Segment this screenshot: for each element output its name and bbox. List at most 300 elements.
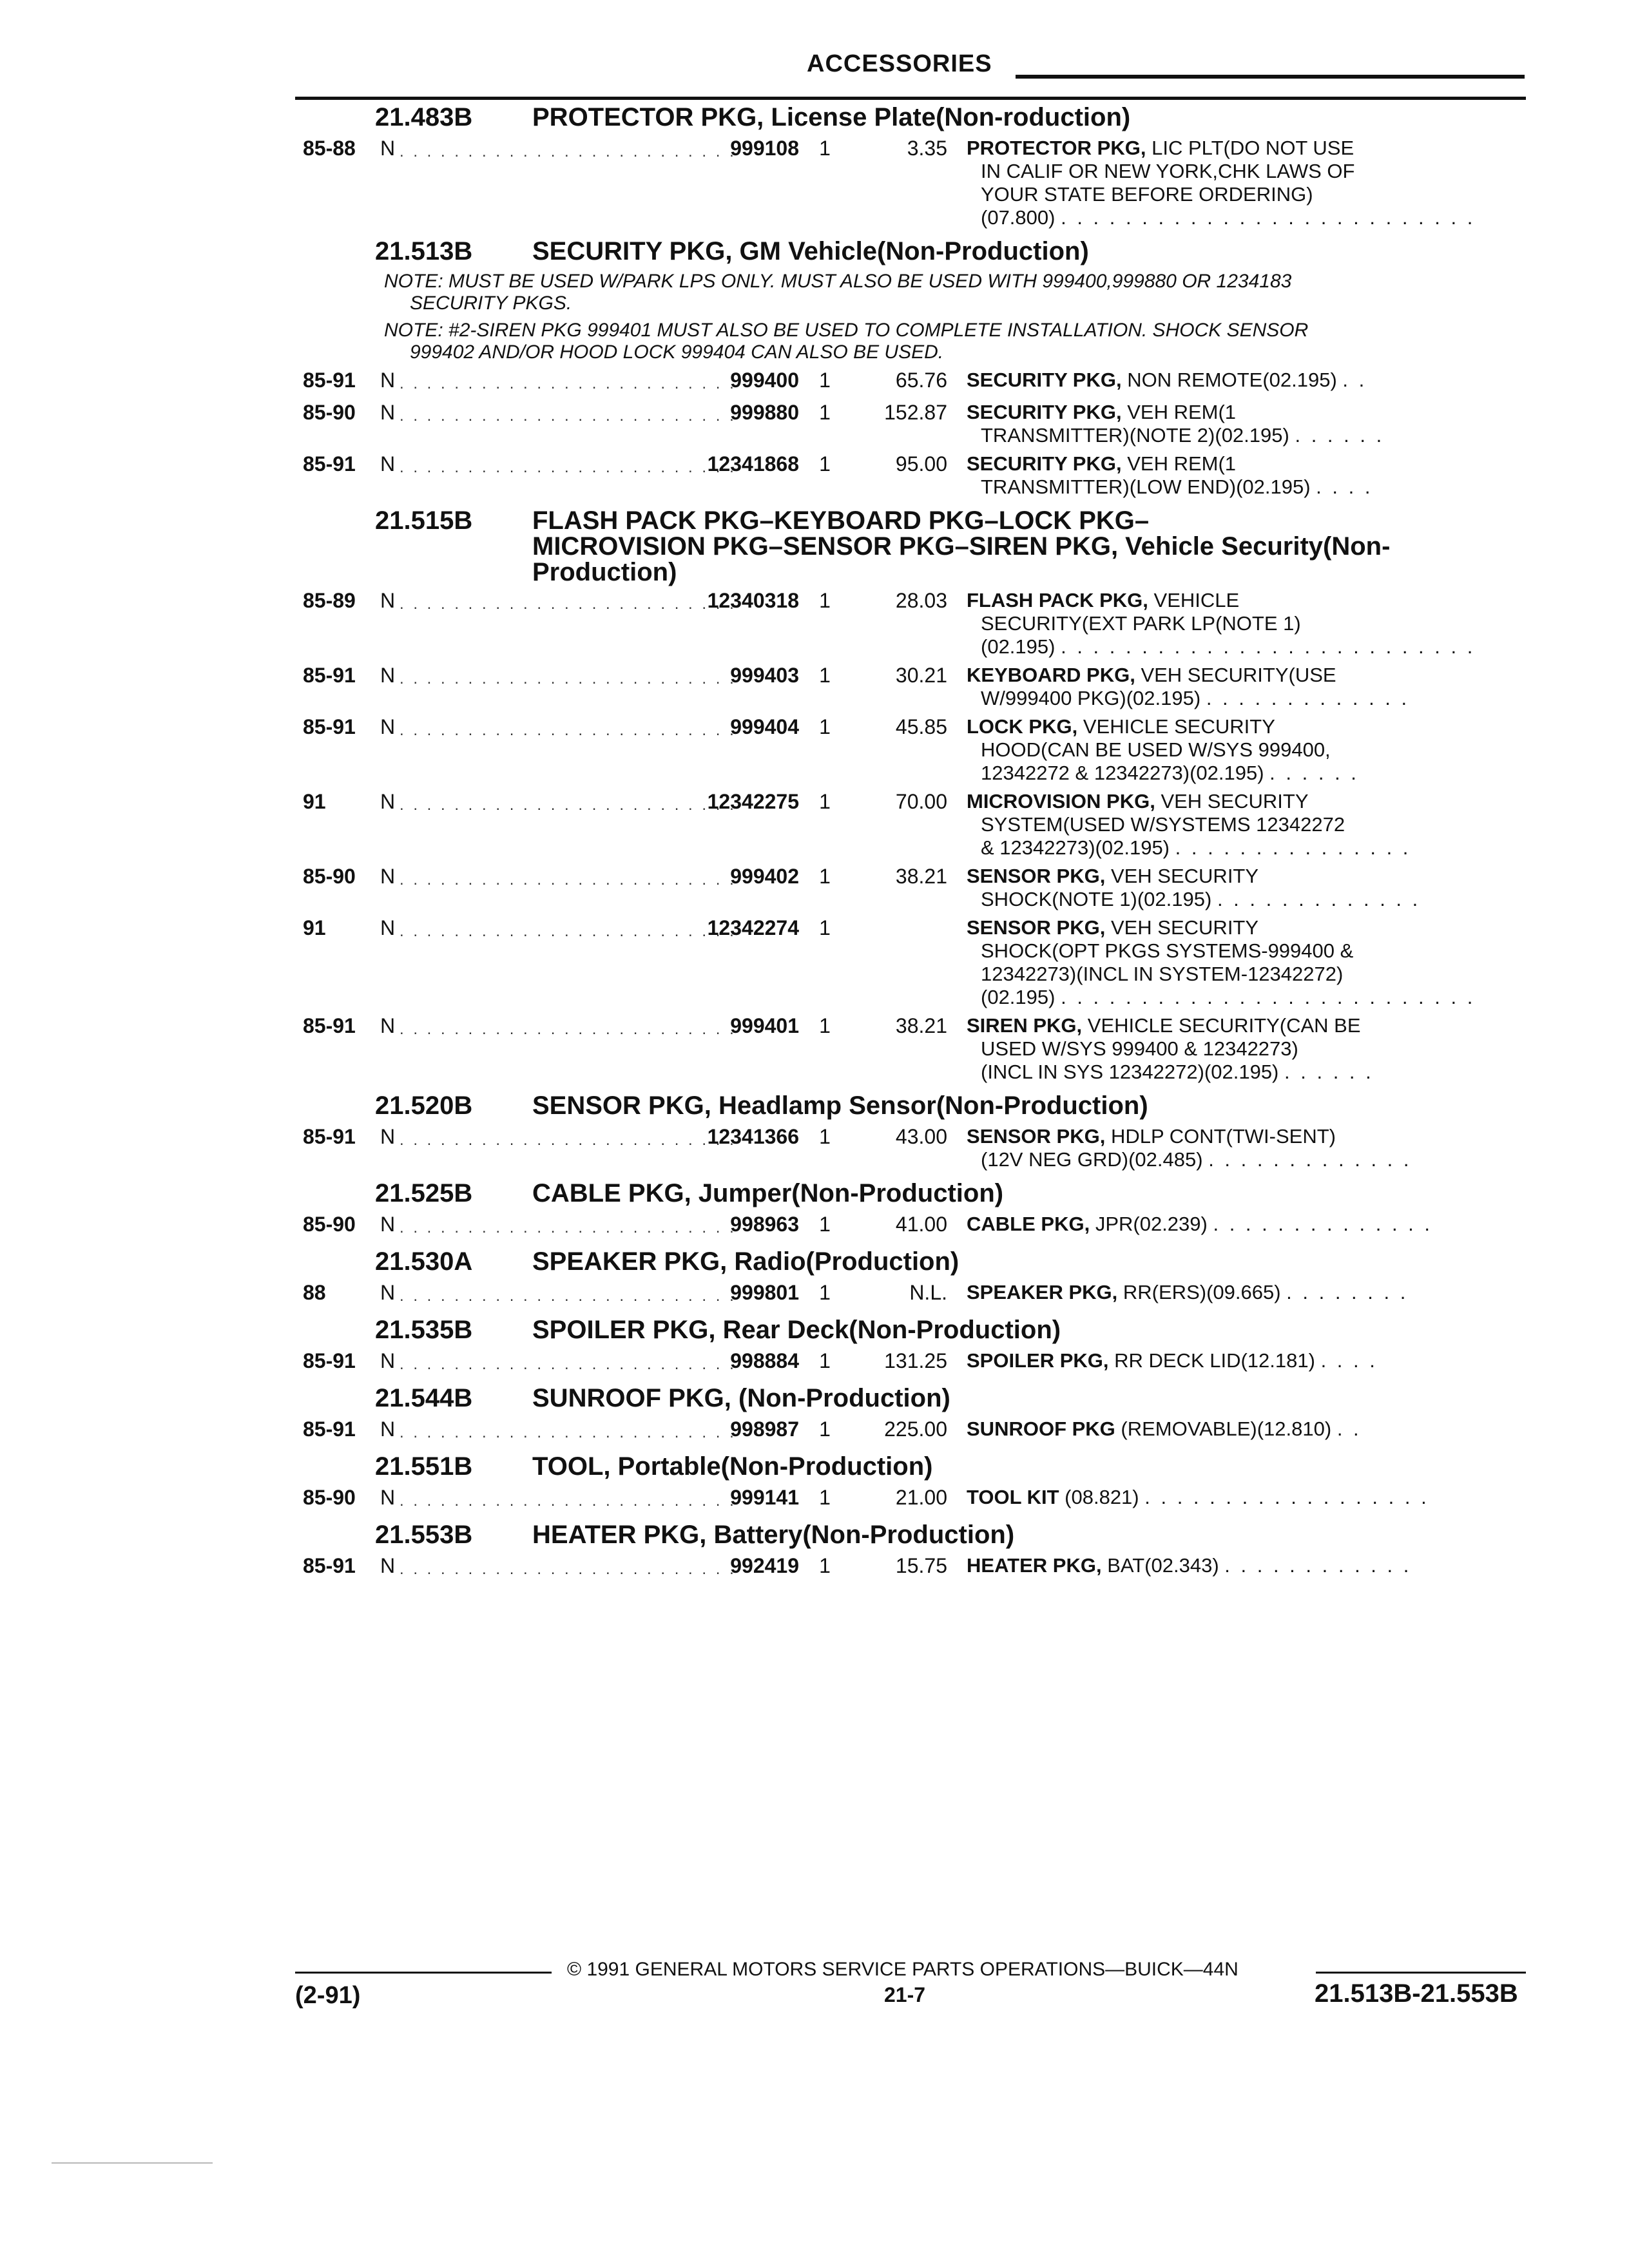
description-text: (02.195) <box>981 635 1055 658</box>
usage-code: N <box>380 1213 396 1236</box>
catalog-section <box>303 236 1540 499</box>
leader-dots: . . . . . . . . . . . . . . . . . . . . . . . . . <box>400 143 737 160</box>
description-line <box>967 836 1540 860</box>
section-title-line: TOOL, Portable(Non-Production) <box>532 1452 933 1481</box>
description-text: & 12342273)(02.195) <box>981 836 1170 859</box>
part-description <box>947 1349 1540 1372</box>
footer-rule-left <box>295 1972 552 1974</box>
part-row <box>303 589 1540 658</box>
catalog-section <box>303 1519 1540 1581</box>
part-description <box>947 401 1540 447</box>
part-number: 999880 <box>730 401 799 424</box>
section-title <box>532 1314 1540 1345</box>
description-line <box>967 424 1540 447</box>
section-code: 21.544B <box>375 1384 473 1412</box>
part-row <box>303 865 1540 911</box>
leader-dots: . . . . . . . . . . . . . . . . . . . . . . . . . <box>400 1492 737 1510</box>
part-description <box>947 369 1540 392</box>
part-row <box>303 1125 1540 1171</box>
list-price: 38.21 <box>895 1014 947 1037</box>
usage-code: N <box>380 916 396 939</box>
list-price: 38.21 <box>895 865 947 888</box>
part-description <box>947 715 1540 785</box>
section-code: 21.520B <box>375 1091 473 1120</box>
usage-code: N <box>380 1281 396 1304</box>
usage-code: N <box>380 137 396 160</box>
description-text: SHOCK(OPT PKGS SYSTEMS-999400 & <box>981 939 1354 962</box>
part-description <box>947 589 1540 658</box>
model-years: 85-91 <box>303 452 356 476</box>
part-description <box>947 452 1540 499</box>
section-title <box>532 236 1540 267</box>
description-text: (02.195) <box>981 986 1055 1008</box>
header-rule <box>295 97 1526 100</box>
quantity: 1 <box>819 1418 831 1441</box>
description-text: VEHICLE SECURITY <box>1083 715 1275 738</box>
description-line <box>967 401 1540 424</box>
list-price: 225.00 <box>884 1418 947 1441</box>
model-years: 85-91 <box>303 369 356 392</box>
leader-dots: . . . . . . . . . . . . . . . . . . . . . . . . . <box>400 1424 737 1441</box>
section-code: 21.553B <box>375 1521 473 1549</box>
description-line <box>967 1014 1540 1037</box>
description-line <box>967 762 1540 785</box>
description-line <box>967 589 1540 612</box>
description-line <box>967 160 1540 183</box>
description-line <box>967 1061 1540 1084</box>
section-heading <box>375 102 1540 133</box>
description-line <box>967 369 1540 392</box>
list-price: 95.00 <box>895 452 947 476</box>
leader-dots: . . . . . . . . . . . . . . . . . . . . . . . . . <box>400 796 737 814</box>
section-title-line: SPOILER PKG, Rear Deck(Non-Production) <box>532 1316 1061 1344</box>
leader-dots: . . . . . . . . . . . . . . . . . . . . . . . . . <box>400 375 737 392</box>
part-description <box>947 790 1540 860</box>
leader-dots: . . . . . . . . . . . . . . . . . . . . . . . . . <box>400 1219 737 1236</box>
description-text: SHOCK(NOTE 1)(02.195) <box>981 888 1212 910</box>
description-leader: . . . . . . . . . . . . . . . . . . . . . . . . . . <box>1061 635 1476 658</box>
part-number: 999404 <box>730 715 799 738</box>
description-leader: . . . . . . . . <box>1286 1281 1409 1303</box>
model-years: 85-91 <box>303 664 356 687</box>
scan-artifact <box>52 2162 213 2164</box>
part-name: SIREN PKG, <box>967 1014 1083 1037</box>
description-leader: . . . . . . <box>1295 424 1385 447</box>
part-row <box>303 1486 1540 1513</box>
model-years: 88 <box>303 1281 326 1304</box>
part-number: 992419 <box>730 1554 799 1577</box>
part-name: SENSOR PKG, <box>967 916 1106 939</box>
description-leader: . . . . . . . . . . . . . . . . . . . . . . . . . . <box>1061 206 1476 229</box>
section-code: 21.525B <box>375 1179 473 1207</box>
section-title-line: PROTECTOR PKG, License Plate(Non-roduction) <box>532 103 1131 131</box>
usage-code: N <box>380 369 396 392</box>
part-row <box>303 664 1540 710</box>
part-name: FLASH PACK PKG, <box>967 589 1148 611</box>
description-line <box>967 687 1540 710</box>
list-price: 15.75 <box>895 1554 947 1577</box>
footer-rule-right <box>1316 1972 1526 1974</box>
section-code: 21.483B <box>375 103 473 131</box>
description-text: VEH REM(1 <box>1127 401 1237 423</box>
usage-code: N <box>380 589 396 612</box>
part-name: SPOILER PKG, <box>967 1349 1109 1372</box>
leader-dots: . . . . . . . . . . . . . . . . . . . . . . . . . <box>400 1356 737 1373</box>
description-line <box>967 1037 1540 1061</box>
description-text: W/999400 PKG)(02.195) <box>981 687 1201 709</box>
section-title-line: CABLE PKG, Jumper(Non-Production) <box>532 1179 1004 1207</box>
catalog-section <box>303 1090 1540 1171</box>
description-text: HDLP CONT(TWI-SENT) <box>1110 1125 1336 1148</box>
description-text: (INCL IN SYS 12342272)(02.195) <box>981 1061 1279 1083</box>
list-price: 152.87 <box>884 401 947 424</box>
part-name: SECURITY PKG, <box>967 452 1122 475</box>
part-row <box>303 137 1540 229</box>
model-years: 85-91 <box>303 715 356 738</box>
quantity: 1 <box>819 452 831 476</box>
description-leader: . . . . <box>1320 1349 1378 1372</box>
description-line <box>967 664 1540 687</box>
section-code: 21.535B <box>375 1316 473 1344</box>
description-leader: . . . . . . . . . . . . . . . . . . <box>1144 1486 1429 1508</box>
usage-code: N <box>380 1554 396 1577</box>
description-text: VEHICLE <box>1153 589 1240 611</box>
description-leader: . . . . . . . . . . . . . <box>1217 888 1421 910</box>
section-heading <box>375 236 1540 267</box>
usage-code: N <box>380 1014 396 1037</box>
model-years: 85-90 <box>303 865 356 888</box>
usage-code: N <box>380 1349 396 1372</box>
description-text: VEH SECURITY <box>1110 865 1259 887</box>
part-name: SECURITY PKG, <box>967 401 1122 423</box>
list-price: 43.00 <box>895 1125 947 1148</box>
description-line <box>967 183 1540 206</box>
leader-dots: . . . . . . . . . . . . . . . . . . . . . . . . . <box>400 1561 737 1578</box>
description-text: TRANSMITTER)(LOW END)(02.195) <box>981 476 1311 498</box>
description-text: USED W/SYS 999400 & 12342273) <box>981 1037 1298 1060</box>
catalog-section <box>303 102 1540 229</box>
section-code: 21.515B <box>375 506 473 535</box>
description-line <box>967 916 1540 939</box>
description-text: RR DECK LID(12.181) <box>1114 1349 1315 1372</box>
section-title-line: MICROVISION PKG–SENSOR PKG–SIREN PKG, Vehicle Security(Non- <box>532 532 1391 561</box>
part-name: HEATER PKG, <box>967 1554 1102 1577</box>
section-title <box>532 1178 1540 1209</box>
usage-code: N <box>380 664 396 687</box>
model-years: 91 <box>303 790 326 813</box>
model-years: 85-91 <box>303 1014 356 1037</box>
part-description <box>947 1554 1540 1577</box>
model-years: 85-91 <box>303 1554 356 1577</box>
part-row <box>303 369 1540 396</box>
section-code: 21.530A <box>375 1247 473 1276</box>
quantity: 1 <box>819 664 831 687</box>
description-text: HOOD(CAN BE USED W/SYS 999400, <box>981 738 1331 761</box>
description-text: SYSTEM(USED W/SYSTEMS 12342272 <box>981 813 1345 836</box>
section-heading <box>375 1314 1540 1345</box>
part-number: 12340318 <box>707 589 799 612</box>
part-number: 999108 <box>730 137 799 160</box>
description-text: YOUR STATE BEFORE ORDERING) <box>981 183 1313 206</box>
description-leader: . . . . . . . . . . . . <box>1224 1554 1412 1577</box>
note-line: 999402 AND/OR HOOD LOCK 999404 CAN ALSO BE USED. <box>410 341 944 363</box>
model-years: 85-90 <box>303 1213 356 1236</box>
description-line <box>967 1213 1540 1236</box>
description-text: (07.800) <box>981 206 1055 229</box>
description-line <box>967 963 1540 986</box>
description-text: VEH SECURITY <box>1110 916 1259 939</box>
description-text: VEH REM(1 <box>1127 452 1237 475</box>
section-title-line: HEATER PKG, Battery(Non-Production) <box>532 1521 1015 1549</box>
description-line <box>967 1418 1540 1441</box>
part-description <box>947 916 1540 1009</box>
list-price: 70.00 <box>895 790 947 813</box>
part-row <box>303 401 1540 447</box>
page-number: 21-7 <box>884 1983 926 2006</box>
description-line <box>967 206 1540 229</box>
description-text: (12V NEG GRD)(02.485) <box>981 1148 1203 1171</box>
usage-code: N <box>380 1418 396 1441</box>
part-description <box>947 137 1540 229</box>
section-title-line: SPEAKER PKG, Radio(Production) <box>532 1247 959 1276</box>
list-price: 131.25 <box>884 1349 947 1372</box>
part-description <box>947 1418 1540 1441</box>
part-name: TOOL KIT <box>967 1486 1059 1508</box>
usage-code: N <box>380 1125 396 1148</box>
part-number: 12341366 <box>707 1125 799 1148</box>
note-line: NOTE: #2-SIREN PKG 999401 MUST ALSO BE USED TO COMPLETE INSTALLATION. SHOCK SENSOR <box>384 320 1309 341</box>
usage-code: N <box>380 865 396 888</box>
description-line <box>967 1281 1540 1304</box>
part-row <box>303 1349 1540 1376</box>
section-heading <box>375 505 1540 585</box>
leader-dots: . . . . . . . . . . . . . . . . . . . . . . . . . <box>400 459 737 476</box>
part-number: 998963 <box>730 1213 799 1236</box>
footer-section-range: 21.513B-21.553B <box>1315 1979 1518 2008</box>
section-heading <box>375 1451 1540 1482</box>
section-title-line: Production) <box>532 558 677 586</box>
list-price: N.L. <box>909 1281 947 1304</box>
part-row <box>303 1554 1540 1581</box>
description-text: (REMOVABLE)(12.810) <box>1121 1418 1332 1440</box>
section-title <box>532 1383 1540 1414</box>
description-text: VEHICLE SECURITY(CAN BE <box>1087 1014 1361 1037</box>
note-line: SECURITY PKGS. <box>410 293 572 314</box>
section-heading <box>375 1090 1540 1121</box>
part-name: PROTECTOR PKG, <box>967 137 1146 159</box>
catalog-section <box>303 1314 1540 1376</box>
catalog-section <box>303 1451 1540 1513</box>
part-number: 999403 <box>730 664 799 687</box>
model-years: 85-90 <box>303 1486 356 1509</box>
description-line <box>967 888 1540 911</box>
section-title <box>532 1090 1540 1121</box>
section-title <box>532 102 1540 133</box>
model-years: 85-90 <box>303 401 356 424</box>
description-line <box>967 1125 1540 1148</box>
section-code: 21.513B <box>375 237 473 265</box>
leader-dots: . . . . . . . . . . . . . . . . . . . . . . . . . <box>400 595 737 613</box>
usage-code: N <box>380 401 396 424</box>
description-line <box>967 1486 1540 1509</box>
part-name: SENSOR PKG, <box>967 865 1106 887</box>
part-number: 999400 <box>730 369 799 392</box>
description-leader: . . . . . . <box>1284 1061 1374 1083</box>
description-text: VEH SECURITY(USE <box>1141 664 1336 686</box>
description-line <box>967 476 1540 499</box>
leader-dots: . . . . . . . . . . . . . . . . . . . . . . . . . <box>400 923 737 940</box>
part-name: SECURITY PKG, <box>967 369 1122 391</box>
part-row <box>303 1418 1540 1445</box>
list-price: 41.00 <box>895 1213 947 1236</box>
part-description <box>947 1281 1540 1304</box>
quantity: 1 <box>819 589 831 612</box>
description-text: VEH SECURITY <box>1161 790 1309 812</box>
note-line: NOTE: MUST BE USED W/PARK LPS ONLY. MUST ALSO BE USED WITH 999400,999880 OR 1234183 <box>384 271 1292 292</box>
part-number: 12341868 <box>707 452 799 476</box>
section-title-line: FLASH PACK PKG–KEYBOARD PKG–LOCK PKG– <box>532 506 1150 535</box>
usage-code: N <box>380 790 396 813</box>
page-title: ACCESSORIES <box>807 50 992 77</box>
footer-date-code: (2-91) <box>295 1982 361 2009</box>
list-price: 21.00 <box>895 1486 947 1509</box>
part-name: MICROVISION PKG, <box>967 790 1155 812</box>
leader-dots: . . . . . . . . . . . . . . . . . . . . . . . . . <box>400 670 737 687</box>
part-name: SPEAKER PKG, <box>967 1281 1118 1303</box>
usage-code: N <box>380 452 396 476</box>
quantity: 1 <box>819 1014 831 1037</box>
quantity: 1 <box>819 401 831 424</box>
quantity: 1 <box>819 1486 831 1509</box>
part-number: 999402 <box>730 865 799 888</box>
part-description <box>947 1014 1540 1084</box>
section-note <box>303 320 1540 363</box>
part-row <box>303 1281 1540 1308</box>
quantity: 1 <box>819 1554 831 1577</box>
description-text: NON REMOTE(02.195) <box>1127 369 1337 391</box>
description-leader: . . . . . . . . . . . . . . <box>1213 1213 1433 1235</box>
description-text: 12342273)(INCL IN SYSTEM-12342272) <box>981 963 1344 985</box>
model-years: 85-91 <box>303 1418 356 1441</box>
description-text: TRANSMITTER)(NOTE 2)(02.195) <box>981 424 1289 447</box>
model-years: 85-91 <box>303 1349 356 1372</box>
description-text: BAT(02.343) <box>1107 1554 1219 1577</box>
model-years: 91 <box>303 916 326 939</box>
model-years: 85-89 <box>303 589 356 612</box>
part-row <box>303 790 1540 860</box>
description-leader: . . . . . . <box>1269 762 1359 784</box>
description-line <box>967 715 1540 738</box>
part-row <box>303 916 1540 1009</box>
section-note <box>303 271 1540 314</box>
part-description <box>947 865 1540 911</box>
description-line <box>967 1349 1540 1372</box>
description-line <box>967 790 1540 813</box>
part-description <box>947 1125 1540 1171</box>
section-heading <box>375 1519 1540 1550</box>
description-line <box>967 986 1540 1009</box>
description-leader: . . . . . . . . . . . . . <box>1206 687 1410 709</box>
quantity: 1 <box>819 790 831 813</box>
description-text: RR(ERS)(09.665) <box>1123 1281 1281 1303</box>
catalog-section <box>303 1246 1540 1308</box>
description-line <box>967 137 1540 160</box>
description-line <box>967 452 1540 476</box>
part-row <box>303 452 1540 499</box>
header-rule-right <box>1016 75 1525 79</box>
part-description <box>947 1213 1540 1236</box>
description-line <box>967 612 1540 635</box>
list-price: 65.76 <box>895 369 947 392</box>
description-line <box>967 813 1540 836</box>
description-text: SECURITY(EXT PARK LP(NOTE 1) <box>981 612 1301 635</box>
part-description <box>947 664 1540 710</box>
description-text: JPR(02.239) <box>1095 1213 1208 1235</box>
quantity: 1 <box>819 916 831 939</box>
leader-dots: . . . . . . . . . . . . . . . . . . . . . . . . . <box>400 1021 737 1038</box>
description-text: (08.821) <box>1065 1486 1139 1508</box>
catalog-section <box>303 1383 1540 1445</box>
leader-dots: . . . . . . . . . . . . . . . . . . . . . . . . . <box>400 722 737 739</box>
list-price: 45.85 <box>895 715 947 738</box>
usage-code: N <box>380 1486 396 1509</box>
part-row <box>303 715 1540 785</box>
catalog-section <box>303 505 1540 1084</box>
part-number: 12342275 <box>707 790 799 813</box>
description-leader: . . . . . . . . . . . . . <box>1208 1148 1412 1171</box>
section-title-line: SENSOR PKG, Headlamp Sensor(Non-Production) <box>532 1091 1148 1120</box>
part-name: CABLE PKG, <box>967 1213 1090 1235</box>
description-line <box>967 738 1540 762</box>
description-line <box>967 939 1540 963</box>
part-name: KEYBOARD PKG, <box>967 664 1135 686</box>
list-price: 28.03 <box>895 589 947 612</box>
leader-dots: . . . . . . . . . . . . . . . . . . . . . . . . . <box>400 1287 737 1305</box>
description-text: IN CALIF OR NEW YORK,CHK LAWS OF <box>981 160 1355 182</box>
part-name: SENSOR PKG, <box>967 1125 1106 1148</box>
part-description <box>947 1486 1540 1509</box>
catalog-section <box>303 1178 1540 1240</box>
description-line <box>967 635 1540 658</box>
section-title <box>532 508 1540 585</box>
part-name: LOCK PKG, <box>967 715 1078 738</box>
quantity: 1 <box>819 865 831 888</box>
leader-dots: . . . . . . . . . . . . . . . . . . . . . . . . . <box>400 1131 737 1149</box>
description-line <box>967 865 1540 888</box>
description-leader: . . . . . . . . . . . . . . . . . . . . . . . . . . <box>1061 986 1476 1008</box>
section-title-line: SECURITY PKG, GM Vehicle(Non-Production) <box>532 237 1089 265</box>
section-code: 21.551B <box>375 1452 473 1481</box>
part-number: 999401 <box>730 1014 799 1037</box>
section-heading <box>375 1246 1540 1277</box>
quantity: 1 <box>819 369 831 392</box>
description-line <box>967 1148 1540 1171</box>
quantity: 1 <box>819 1125 831 1148</box>
model-years: 85-91 <box>303 1125 356 1148</box>
part-row <box>303 1014 1540 1084</box>
description-leader: . . <box>1342 369 1367 391</box>
section-title-line: SUNROOF PKG, (Non-Production) <box>532 1384 950 1412</box>
part-name: SUNROOF PKG <box>967 1418 1115 1440</box>
parts-list <box>303 102 1540 1588</box>
quantity: 1 <box>819 137 831 160</box>
description-text: LIC PLT(DO NOT USE <box>1152 137 1354 159</box>
quantity: 1 <box>819 1349 831 1372</box>
usage-code: N <box>380 715 396 738</box>
description-text: 12342272 & 12342273)(02.195) <box>981 762 1264 784</box>
section-title <box>532 1519 1540 1550</box>
leader-dots: . . . . . . . . . . . . . . . . . . . . . . . . . <box>400 407 737 425</box>
